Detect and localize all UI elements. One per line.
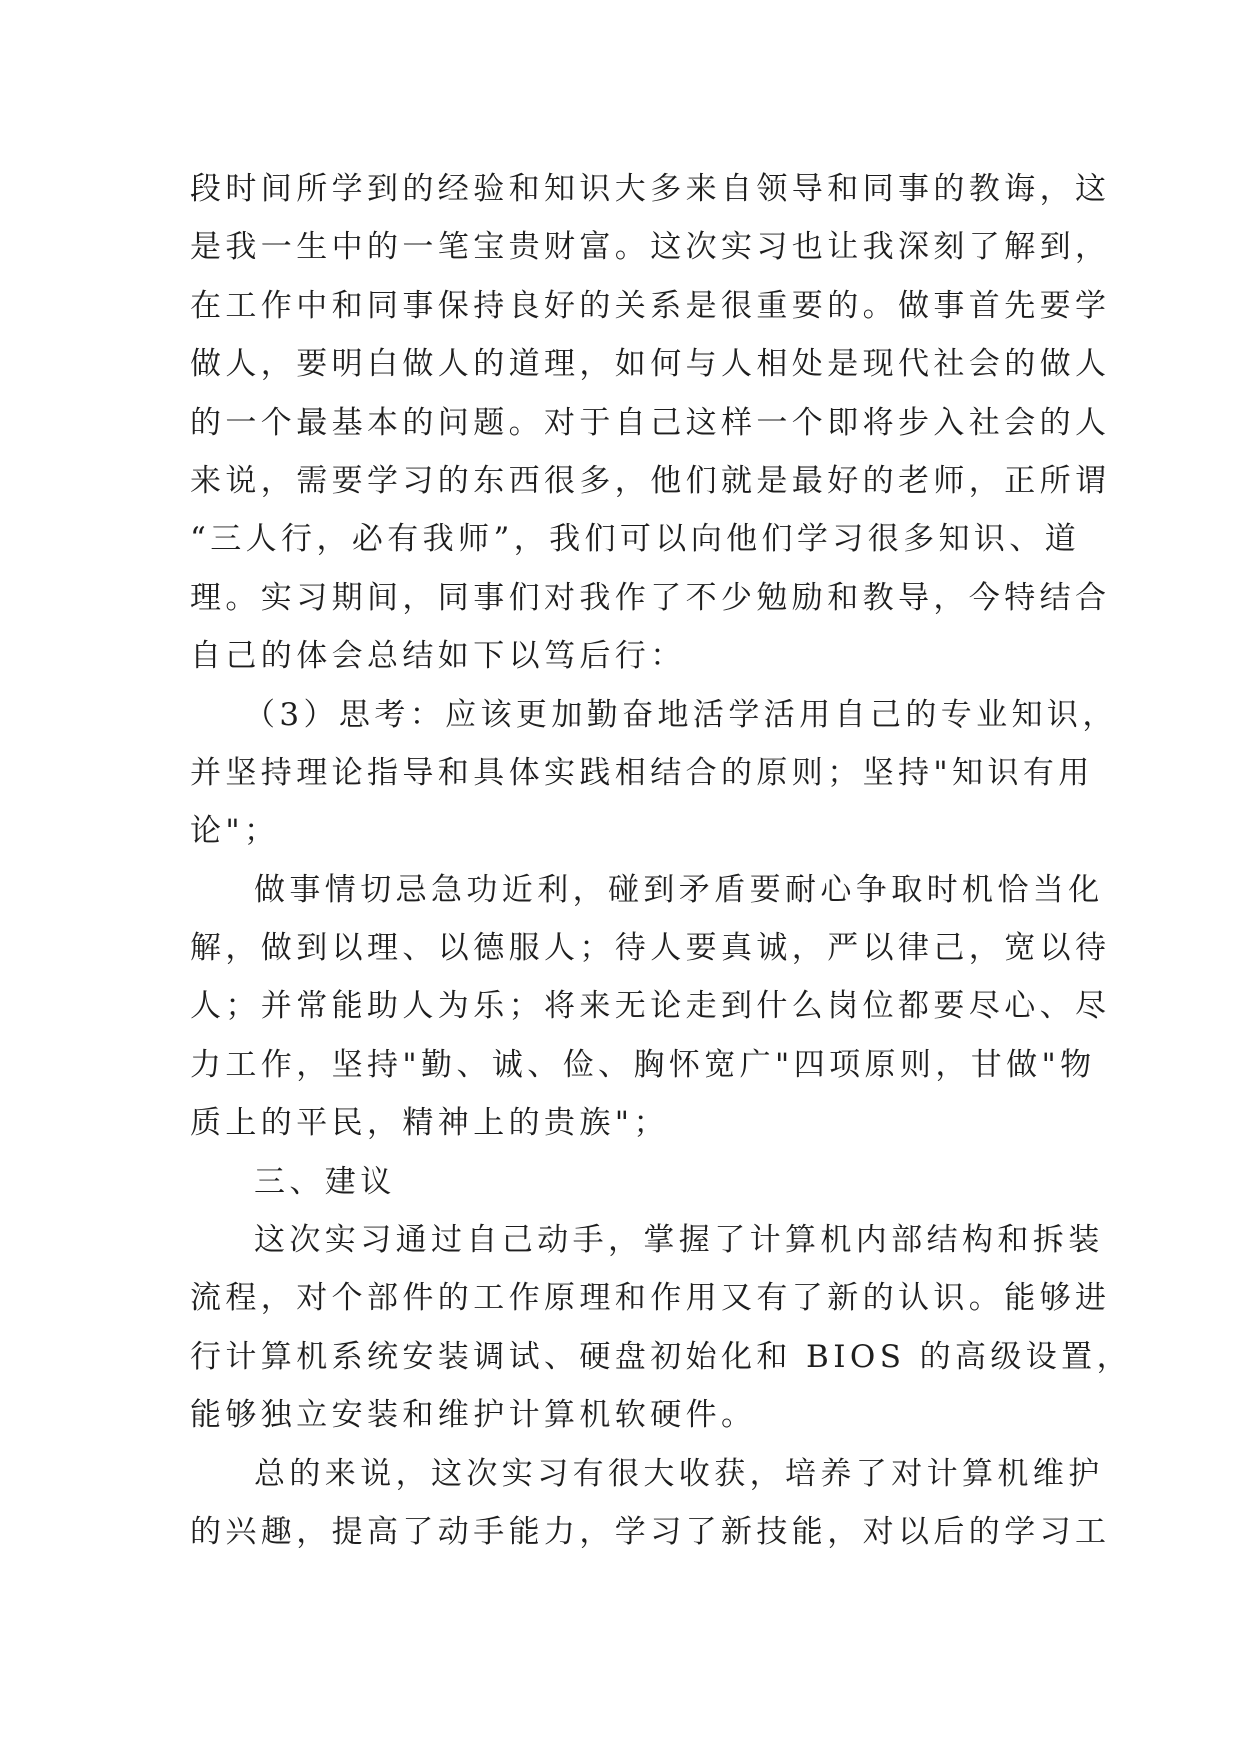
paragraph-start-line: 总的来说，这次实习有很大收获，培养了对计算机维护 [254,1455,1104,1492]
text-line: “三人行，必有我师”，我们可以向他们学习很多知识、道 [190,521,1081,558]
text-line: 质上的平民，精神上的贵族"； [190,1105,669,1142]
text-line: 能够独立安装和维护计算机软硬件。 [190,1397,757,1434]
text-line: 在工作中和同事保持良好的关系是很重要的。做事首先要学 [190,287,1111,324]
body-text [190,160,1132,1561]
text-line: 理。实习期间，同事们对我作了不少勉励和教导，今特结合 [190,579,1111,616]
section-heading: 三、建议 [254,1163,396,1200]
text-line: 的一个最基本的问题。对于自己这样一个即将步入社会的人 [190,404,1111,441]
text-line: 做人，要明白做人的道理，如何与人相处是现代社会的做人 [190,346,1111,383]
text-line: 的兴趣，提高了动手能力，学习了新技能，对以后的学习工 [190,1513,1111,1550]
text-line: 自己的体会总结如下以笃后行： [190,638,686,675]
text-line: 人；并常能助人为乐；将来无论走到什么岗位都要尽心、尽 [190,988,1111,1025]
text-line: 来说，需要学习的东西很多，他们就是最好的老师，正所谓 [190,462,1111,499]
text-line: 并坚持理论指导和具体实践相结合的原则；坚持"知识有用 [190,754,1094,791]
paragraph-start-line: 做事情切忌急功近利，碰到矛盾要耐心争取时机恰当化 [254,871,1104,908]
paragraph-start-line: 这次实习通过自己动手，掌握了计算机内部结构和拆装 [254,1222,1104,1259]
text-line: 解，做到以理、以德服人；待人要真诚，严以律己，宽以待 [190,930,1111,967]
text-line: 力工作，坚持"勤、诚、俭、胸怀宽广"四项原则，甘做"物 [190,1046,1096,1083]
text-line: 论"； [190,813,280,850]
text-line: 流程，对个部件的工作原理和作用又有了新的认识。能够进 [190,1280,1111,1317]
text-line: 是我一生中的一笔宝贵财富。这次实习也让我深刻了解到， [190,229,1111,266]
text-line: 行计算机系统安装调试、硬盘初始化和 BIOS 的高级设置， [190,1338,1132,1375]
text-line: 段时间所学到的经验和知识大多来自领导和同事的教诲，这 [190,171,1111,207]
paragraph-start-line: （3）思考：应该更加勤奋地活学活用自己的专业知识， [244,696,1118,733]
